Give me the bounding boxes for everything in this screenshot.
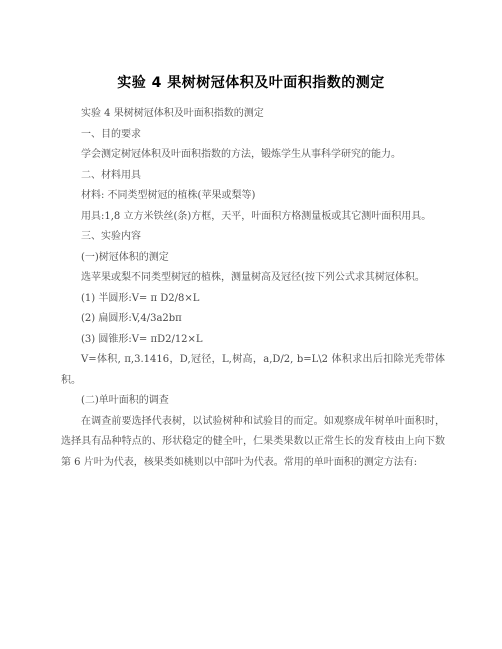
paragraph-materials: 材料: 不同类型树冠的植株(苹果或梨等)	[81, 190, 256, 201]
subsection-heading-crown-volume: (一)树冠体积的测定	[81, 251, 169, 263]
section-heading-materials: 二、材料用具	[81, 169, 141, 181]
formula-oblate: (2) 扁圆形:V,4/3a2bπ	[81, 313, 182, 324]
paragraph-crown-volume: 选苹果或梨不同类型树冠的植株，测量树高及冠径(按下列公式求其树冠体积。	[81, 272, 425, 283]
paragraph-purpose: 学会测定树冠体积及叶面积指数的方法，锻炼学生从事科学研究的能力。	[81, 149, 401, 160]
document-title: 实验 4 果树树冠体积及叶面积指数的测定	[117, 75, 385, 91]
paragraph-tools: 用具:1,8 立方米铁丝(条)方框，天平，叶面积方格测量板或其它测叶面积用具。	[81, 210, 432, 222]
formula-semicircle: (1) 半圆形:V= π D2/8×L	[81, 292, 200, 304]
subsection-heading-leaf-area: (二)单叶面积的调查	[81, 395, 169, 406]
paragraph-heading-repeat: 实验 4 果树树冠体积及叶面积指数的测定	[81, 108, 264, 119]
section-heading-purpose: 一、目的要求	[81, 128, 141, 140]
paragraph-leaf-area: 在调查前要选择代表树，以试验树种和试验目的而定。如观察成年树单叶面积时，选择具有品种特点的、形状稳定的健全叶，仁果类果数以正常生长的发育枝由上向下数第 6 片叶为代表，核果类如桃则以中部叶为代表。常用的单叶面积的测定方法有:	[61, 415, 445, 468]
document-body	[61, 104, 445, 473]
formula-cone: (3) 圆锥形:V= πD2/12×L	[81, 333, 203, 345]
section-heading-content: 三、实验内容	[81, 231, 141, 242]
paragraph-variable-definitions: V=体积, π,3.1416，D,冠径，L,树高，a,D/2, b=L\2 体积求出后扣除光秃带体积。	[61, 354, 445, 386]
